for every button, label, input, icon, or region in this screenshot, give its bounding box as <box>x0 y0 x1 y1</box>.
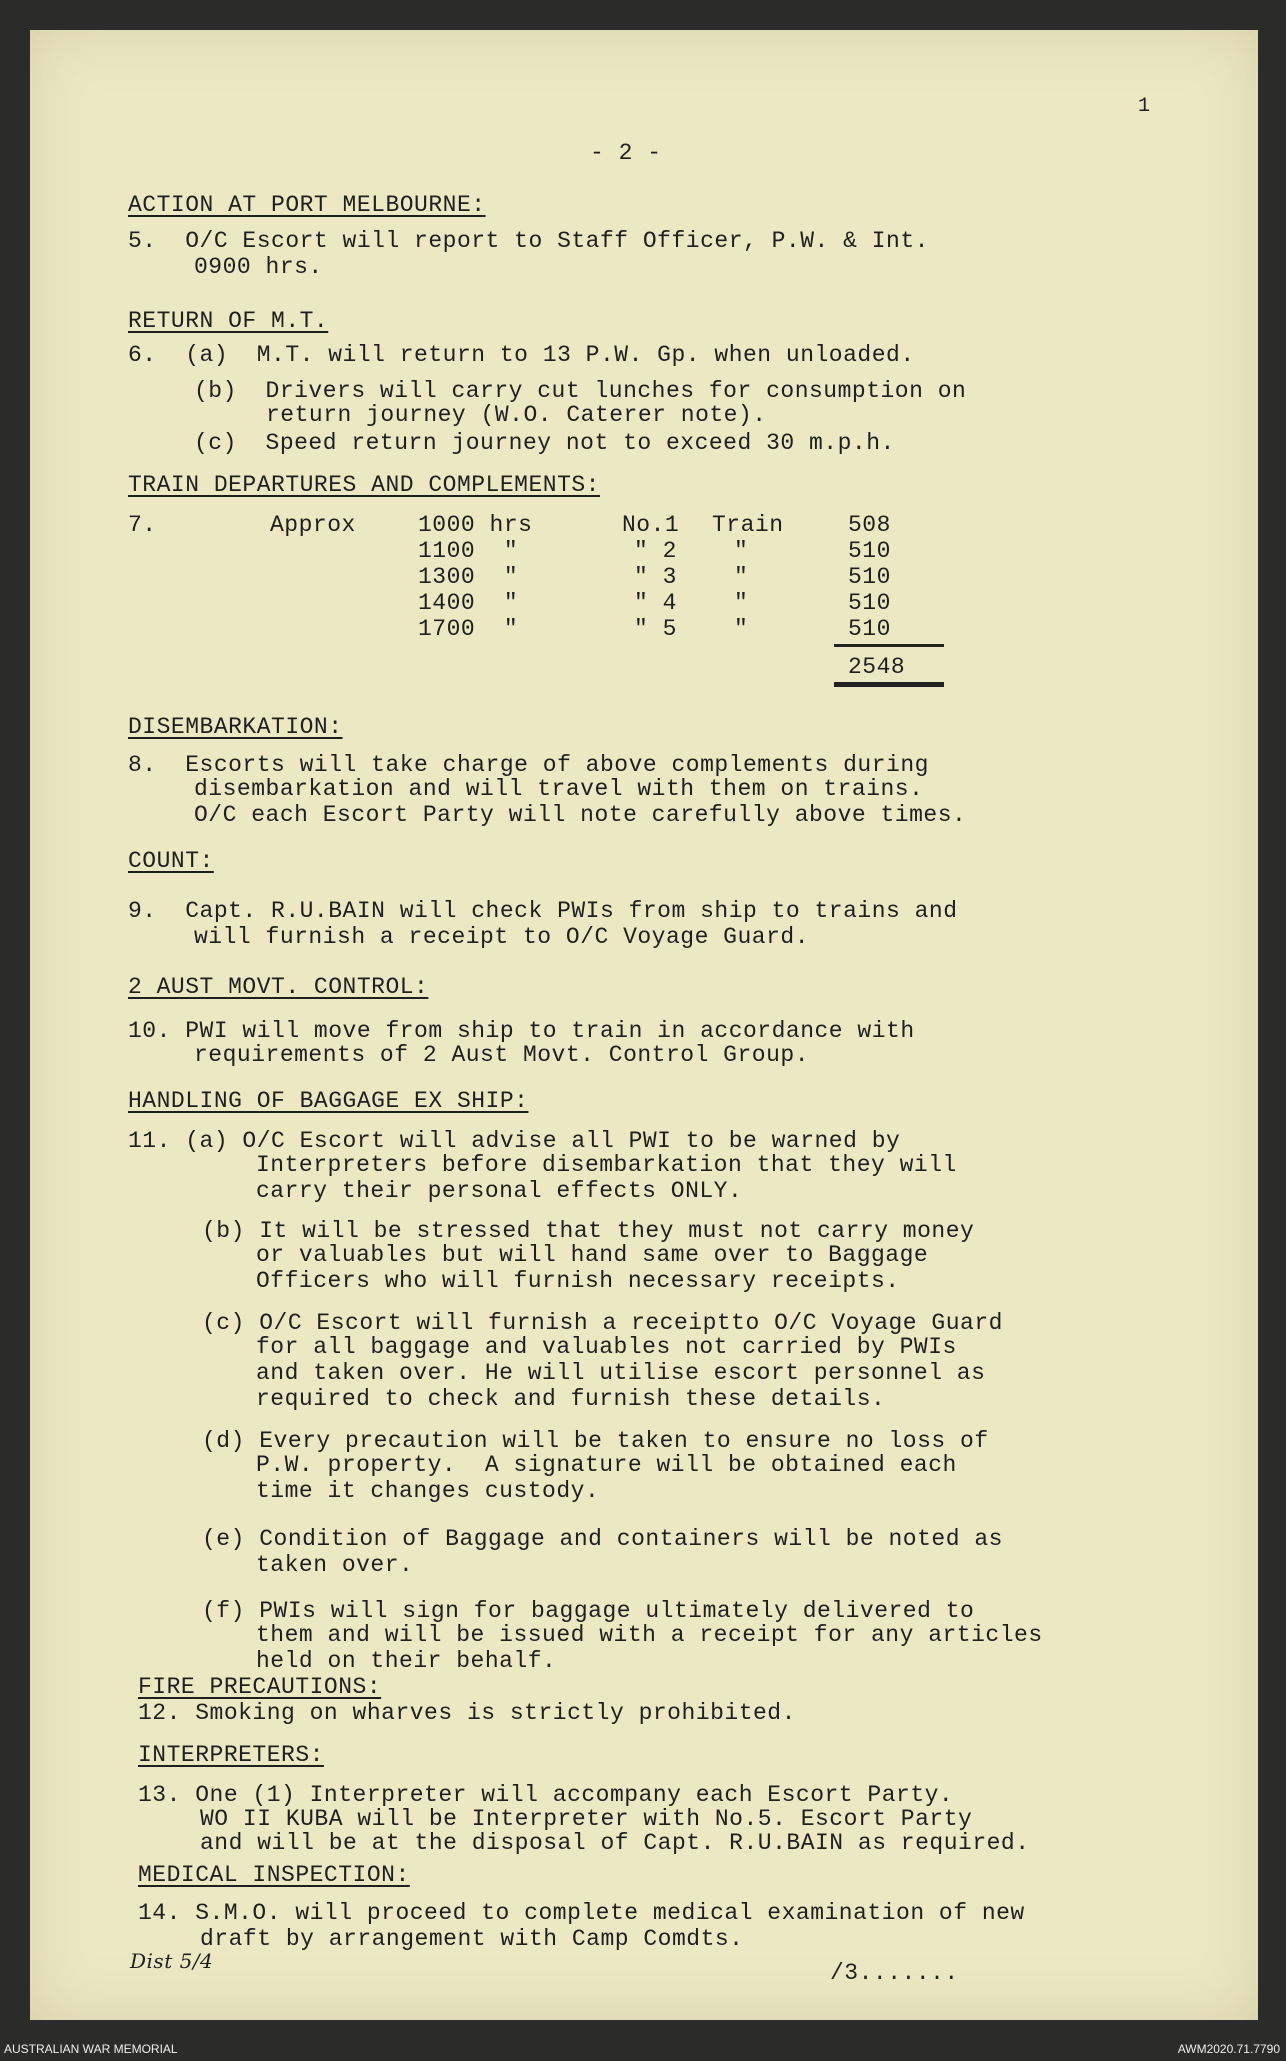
para-11f-line3: held on their behalf. <box>256 1648 557 1674</box>
para-11e-line2: taken over. <box>256 1552 414 1578</box>
para-11d-line1: (d) Every precaution will be taken to ensure no loss of <box>202 1428 989 1454</box>
heading-fire-precautions: FIRE PRECAUTIONS: <box>138 1674 382 1700</box>
row-count: 508 <box>848 512 891 538</box>
train-total: 2548 <box>848 654 906 680</box>
para-14-line2: draft by arrangement with Camp Comdts. <box>200 1926 744 1952</box>
para-11b-line3: Officers who will furnish necessary receipts. <box>256 1268 900 1294</box>
para-11a-line2: Interpreters before disembarkation that they will <box>256 1152 957 1178</box>
row-time: 1000 hrs <box>418 512 533 538</box>
archive-footer <box>0 2035 1286 2061</box>
para-11b-line1: (b) It will be stressed that they must not carry money <box>202 1218 975 1244</box>
para-11e-line1: (e) Condition of Baggage and containers will be noted as <box>202 1526 1003 1552</box>
heading-movt-control: 2 AUST MOVT. CONTROL: <box>128 974 429 1000</box>
page-number: - 2 - <box>590 140 662 166</box>
row-train-no: " 4 <box>634 590 677 616</box>
para-13-line1: 13. One (1) Interpreter will accompany each Escort Party. <box>138 1782 954 1808</box>
approx-label: Approx <box>270 512 356 538</box>
para-5-line1: 5. O/C Escort will report to Staff Officer, P.W. & Int. <box>128 228 929 254</box>
row-train-no: No.1 <box>622 512 680 538</box>
row-count: 510 <box>848 538 891 564</box>
para-9-line1: 9. Capt. R.U.BAIN will check PWIs from ship to trains and <box>128 898 958 924</box>
para-10-line1: 10. PWI will move from ship to train in accordance with <box>128 1018 915 1044</box>
para-11a-line3: carry their personal effects ONLY. <box>256 1178 743 1204</box>
heading-return-mt: RETURN OF M.T. <box>128 308 329 334</box>
para-5-line2: 0900 hrs. <box>194 254 323 280</box>
para-9-line2: will furnish a receipt to O/C Voyage Guard. <box>194 924 809 950</box>
para-11b-line2: or valuables but will hand same over to Baggage <box>256 1242 929 1268</box>
para-6b-line1: (b) Drivers will carry cut lunches for consumption on <box>194 378 967 404</box>
total-rule-top <box>834 644 944 647</box>
para-6c: (c) Speed return journey not to exceed 30 m.p.h. <box>194 430 895 456</box>
heading-train-departures: TRAIN DEPARTURES AND COMPLEMENTS: <box>128 472 600 498</box>
row-time: 1400 " <box>418 590 519 616</box>
heading-count: COUNT: <box>128 848 214 874</box>
row-train-no: " 5 <box>634 616 677 642</box>
para-7-number: 7. <box>128 512 157 538</box>
heading-port-melbourne: ACTION AT PORT MELBOURNE: <box>128 192 486 218</box>
para-12: 12. Smoking on wharves is strictly prohibited. <box>138 1700 796 1726</box>
corner-mark: 1 <box>1138 95 1151 118</box>
para-13-line3: and will be at the disposal of Capt. R.U.BAIN as required. <box>200 1830 1030 1856</box>
footer-institution: AUSTRALIAN WAR MEMORIAL <box>4 2042 178 2056</box>
para-11c-line2: for all baggage and valuables not carried by PWIs <box>256 1334 957 1360</box>
row-count: 510 <box>848 564 891 590</box>
para-11d-line2: P.W. property. A signature will be obtained each <box>256 1452 957 1478</box>
para-8-line2: disembarkation and will travel with them on trains. <box>194 776 924 802</box>
heading-interpreters: INTERPRETERS: <box>138 1742 324 1768</box>
handwritten-note: Dist 5/4 <box>130 1949 214 1973</box>
para-8-line3: O/C each Escort Party will note carefully above times. <box>194 802 967 828</box>
para-13-line2: WO II KUBA will be Interpreter with No.5. Escort Party <box>200 1806 973 1832</box>
row-train: " <box>734 564 749 590</box>
total-rule-bottom <box>834 682 944 687</box>
para-11c-line4: required to check and furnish these details. <box>256 1386 886 1412</box>
row-train: " <box>734 538 749 564</box>
heading-medical-inspection: MEDICAL INSPECTION: <box>138 1862 410 1888</box>
row-train: " <box>734 616 749 642</box>
row-time: 1100 " <box>418 538 519 564</box>
row-train: " <box>734 590 749 616</box>
row-count: 510 <box>848 590 891 616</box>
heading-baggage: HANDLING OF BAGGAGE EX SHIP: <box>128 1088 529 1114</box>
footer-reference: AWM2020.71.7790 <box>1177 2042 1280 2056</box>
para-6a: 6. (a) M.T. will return to 13 P.W. Gp. when unloaded. <box>128 342 915 368</box>
row-time: 1300 " <box>418 564 519 590</box>
para-11f-line2: them and will be issued with a receipt for any articles <box>256 1622 1043 1648</box>
row-count: 510 <box>848 616 891 642</box>
para-11f-line1: (f) PWIs will sign for baggage ultimately delivered to <box>202 1598 975 1624</box>
continuation-marker: /3....... <box>830 1960 959 1986</box>
para-14-line1: 14. S.M.O. will proceed to complete medical examination of new <box>138 1900 1025 1926</box>
para-8-line1: 8. Escorts will take charge of above complements during <box>128 752 929 778</box>
document-page <box>30 30 1258 2020</box>
heading-disembarkation: DISEMBARKATION: <box>128 714 343 740</box>
para-11c-line1: (c) O/C Escort will furnish a receiptto O/C Voyage Guard <box>202 1310 1003 1336</box>
para-11a-line1: 11. (a) O/C Escort will advise all PWI to be warned by <box>128 1128 901 1154</box>
row-train-no: " 2 <box>634 538 677 564</box>
para-10-line2: requirements of 2 Aust Movt. Control Group. <box>194 1042 809 1068</box>
row-train: Train <box>712 512 784 538</box>
para-11c-line3: and taken over. He will utilise escort personnel as <box>256 1360 986 1386</box>
para-11d-line3: time it changes custody. <box>256 1478 600 1504</box>
para-6b-line2: return journey (W.O. Caterer note). <box>266 402 767 428</box>
row-time: 1700 " <box>418 616 519 642</box>
row-train-no: " 3 <box>634 564 677 590</box>
